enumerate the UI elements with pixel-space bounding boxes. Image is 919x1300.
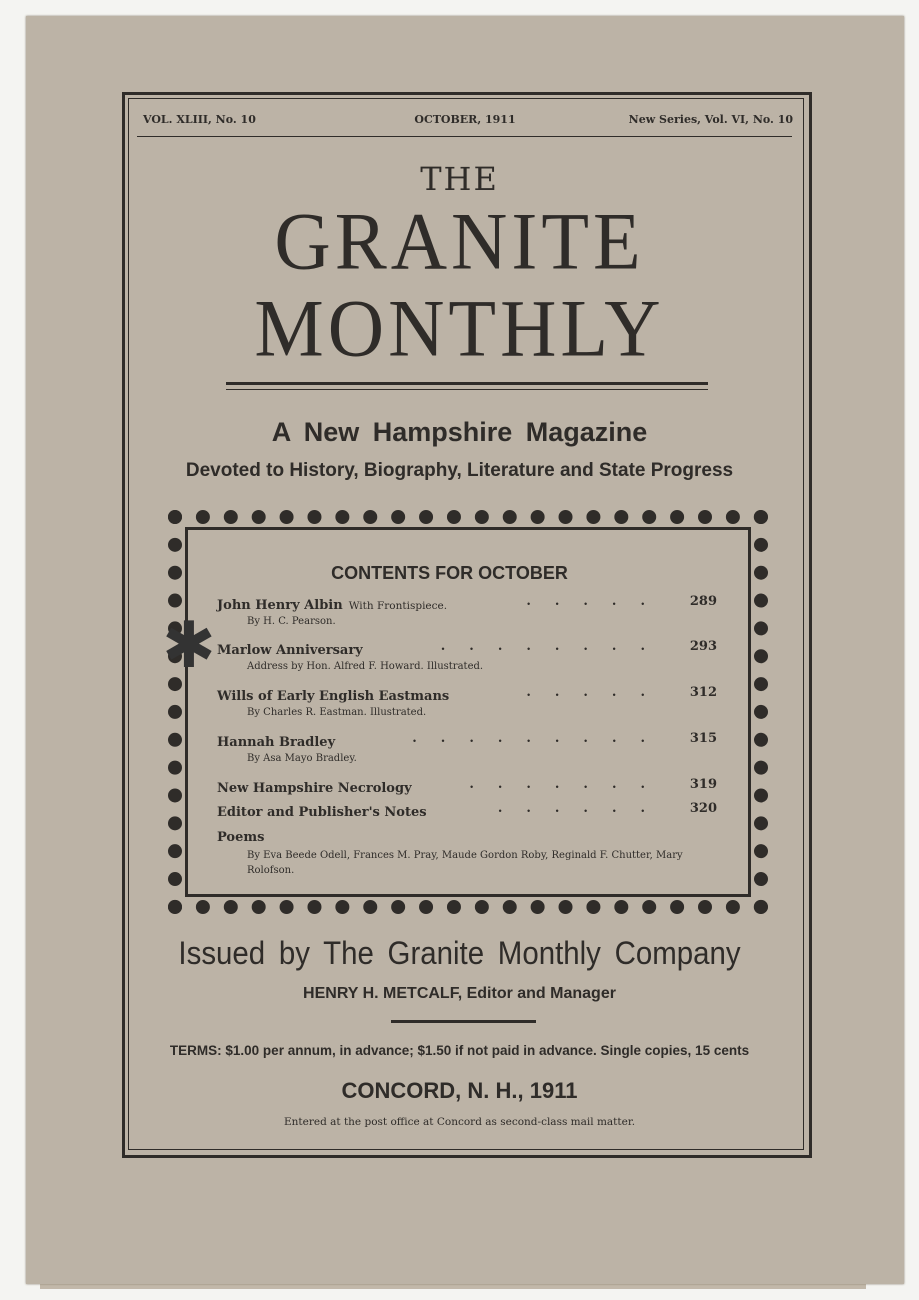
leader-dots: .....: [526, 594, 669, 609]
toc-note: With Frontispiece.: [348, 600, 448, 612]
toc-page: 289: [689, 594, 717, 609]
toc-title: Wills of Early English Eastmans: [217, 689, 450, 704]
contents-title: CONTENTS FOR OCTOBER: [331, 563, 568, 583]
toc-page: 319: [689, 777, 717, 792]
toc-title: John Henry Albin: [217, 598, 343, 613]
publication-place: CONCORD, N. H., 1911: [341, 1078, 578, 1103]
tagline: Devoted to History, Biography, Literature and State Progress: [185, 460, 734, 481]
toc-title: Poems: [217, 830, 265, 845]
toc-byline: Address by Hon. Alfred F. Howard. Illustrated.: [247, 661, 484, 672]
toc-byline: By Eva Beede Odell, Frances M. Pray, Maude Gordon Roby, Reginald F. Chutter, Mary Rolofson.: [247, 850, 683, 876]
toc-byline: By Asa Mayo Bradley.: [247, 753, 357, 764]
toc-page: 315: [689, 731, 717, 746]
toc-title: Hannah Bradley: [217, 735, 336, 750]
toc-entry: [217, 685, 717, 718]
toc-entry: [217, 639, 717, 672]
leader-dots: .........: [412, 731, 669, 746]
footer-rule: [391, 1020, 536, 1023]
leader-dots: .......: [469, 777, 669, 792]
title-granite: GRANITE: [274, 194, 645, 287]
toc-byline: By H. C. Pearson.: [247, 616, 336, 627]
volume-number: VOL. XLIII, No. 10: [143, 113, 256, 126]
leader-dots: ......: [497, 801, 669, 816]
toc-title: Marlow Anniversary: [217, 643, 363, 658]
toc-entry: [217, 594, 717, 627]
toc-byline: By Charles R. Eastman. Illustrated.: [247, 707, 427, 718]
toc-title: Editor and Publisher's Notes: [217, 805, 427, 820]
toc-page: 312: [689, 685, 717, 700]
handwritten-asterisk-mark: ✱: [162, 609, 216, 683]
leader-dots: ........: [440, 639, 669, 654]
postal-notice: Entered at the post office at Concord as second-class mail matter.: [283, 1116, 636, 1128]
leader-dots: .....: [526, 685, 669, 700]
title-rule-thick: [226, 382, 708, 385]
title-the: THE: [420, 160, 499, 198]
issue-date: OCTOBER, 1911: [414, 113, 516, 126]
publisher-line: Issued by The Granite Monthly Company: [178, 935, 741, 971]
editor-line: HENRY H. METCALF, Editor and Manager: [303, 985, 616, 1002]
subscription-terms: TERMS: $1.00 per annum, in advance; $1.50 if not paid in advance. Single copies, 15 cents: [169, 1043, 750, 1058]
toc-title: New Hampshire Necrology: [217, 781, 412, 796]
toc-entry: [217, 777, 717, 796]
toc-page: 293: [689, 639, 717, 654]
toc-page: 320: [689, 801, 717, 816]
series-number: New Series, Vol. VI, No. 10: [628, 113, 793, 126]
toc-entry: [217, 731, 717, 764]
title-monthly: MONTHLY: [254, 281, 665, 374]
header-rule: [137, 136, 792, 137]
subtitle: A New Hampshire Magazine: [271, 417, 648, 447]
toc-entry: [217, 801, 717, 820]
title-rule-thin: [226, 389, 708, 390]
toc-entry: [217, 826, 717, 878]
